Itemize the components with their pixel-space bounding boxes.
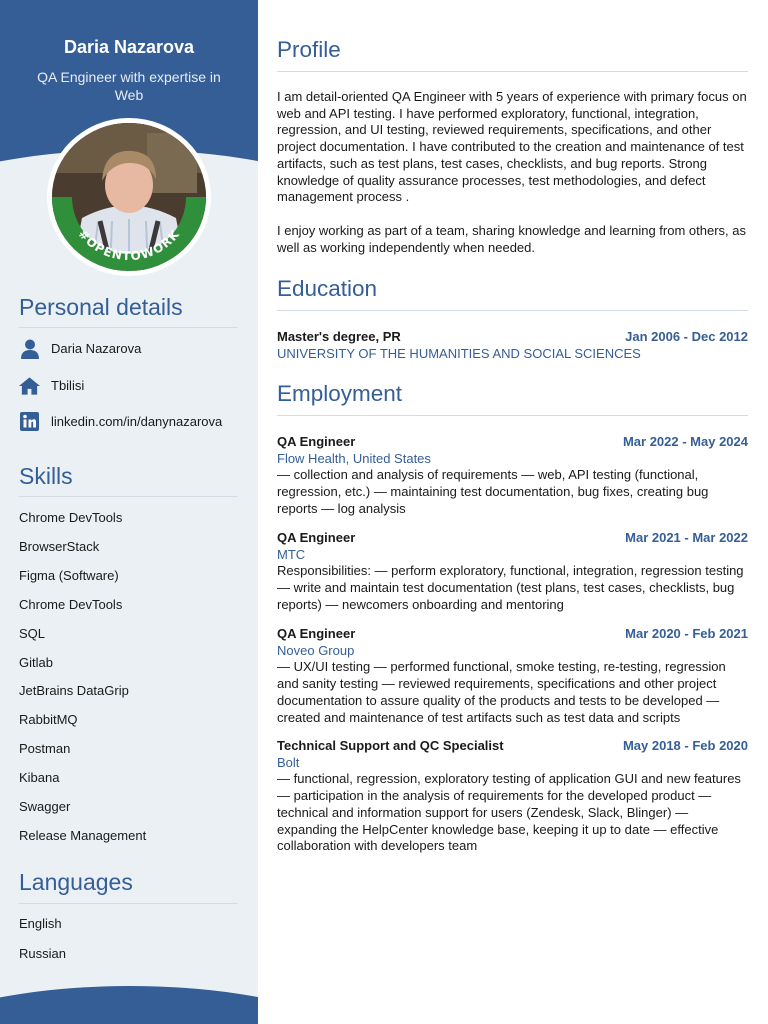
languages-title: Languages — [19, 869, 133, 895]
job-dates: May 2018 - Feb 2020 — [622, 738, 748, 753]
divider — [277, 310, 748, 311]
detail-name-text: Daria Nazarova — [51, 341, 142, 356]
job-description: — UX/UI testing — performed functional, smoke testing, re-testing, regression and sanity testing — reviewed requirements, specifications and other project documentation to assure quality of the products and tests to be developed — created and maintenance of test artifacts such as test data and scripts — [277, 659, 726, 725]
job-description: — functional, regression, exploratory testing of application GUI and new features — participation in the analysis of requirements for the developed product — technical and information support for users (Zendesk, Slack, Blinger) — expanding the HelpCenter knowledge base, keeping it up to date — effective collaboration with developers team — [277, 771, 741, 854]
avatar — [47, 118, 211, 276]
sidebar-footer-curve — [0, 986, 258, 1024]
job-description: — collection and analysis of requirements — web, API testing (functional, regression, etc.) — maintaining test documentation, bug fixes, creating bug reports — log analysis — [277, 467, 709, 516]
divider — [19, 327, 238, 328]
divider — [277, 71, 748, 72]
skill-item: Figma (Software) — [19, 568, 119, 583]
education-dates: Jan 2006 - Dec 2012 — [625, 329, 748, 344]
profile-paragraph: I am detail-oriented QA Engineer with 5 years of experience with primary focus on web and API testing. I have performed exploratory, functional, integration, regression, and UI testing, reviewed requirements, specifications, and other project documentation. I have contributed to the creation and maintenance of test artifacts, such as test plans, test cases, checklists, and bug reports. Strong knowledge of quality assurance processes, test methodologies, and defect management process . — [277, 89, 747, 205]
profile-title: Profile — [277, 37, 341, 62]
job-role: QA Engineer — [277, 434, 356, 449]
divider — [19, 496, 238, 497]
detail-linkedin[interactable] — [19, 411, 222, 432]
job-dates: Mar 2020 - Feb 2021 — [625, 626, 748, 641]
employment-entry — [277, 434, 748, 518]
employment-entry — [277, 738, 748, 855]
skill-item: SQL — [19, 626, 46, 641]
degree: Master's degree, PR — [277, 329, 401, 344]
divider — [277, 415, 748, 416]
job-dates: Mar 2022 - May 2024 — [622, 434, 748, 449]
language-item: Russian — [19, 946, 66, 961]
company: MTC — [277, 546, 306, 562]
sidebar — [0, 0, 258, 1024]
profile-photo — [52, 123, 206, 271]
skill-item: JetBrains DataGrip — [19, 683, 129, 698]
job-role: Technical Support and QC Specialist — [277, 738, 504, 753]
education-title: Education — [277, 276, 378, 301]
skill-item: Postman — [19, 741, 71, 756]
school: UNIVERSITY OF THE HUMANITIES AND SOCIAL SCIENCES — [277, 345, 641, 361]
skill-item: Chrome DevTools — [19, 510, 123, 525]
company: Noveo Group — [277, 642, 355, 658]
skill-item: Gitlab — [19, 655, 53, 670]
job-role: QA Engineer — [277, 530, 356, 545]
employment-title: Employment — [277, 381, 403, 406]
language-item: English — [19, 916, 62, 931]
detail-location-text: Tbilisi — [51, 378, 85, 393]
employment-entry — [277, 530, 748, 614]
company: Bolt — [277, 754, 300, 770]
main-content — [277, 0, 748, 1024]
education-entry — [277, 329, 748, 362]
candidate-name: Daria Nazarova — [63, 37, 195, 57]
divider — [19, 903, 238, 904]
opentowork-badge-text: #OPENTOWORK — [75, 226, 183, 264]
person-icon — [19, 338, 40, 359]
employment-entry — [277, 626, 748, 726]
linkedin-link[interactable]: linkedin.com/in/danynazarova — [51, 414, 223, 429]
personal-details-title: Personal details — [19, 294, 183, 320]
candidate-tagline: QA Engineer with expertise in Web — [37, 69, 221, 103]
skill-item: RabbitMQ — [19, 712, 78, 727]
job-dates: Mar 2021 - Mar 2022 — [625, 530, 748, 545]
skill-item: Kibana — [19, 770, 60, 785]
job-description: Responsibilities: — perform exploratory, functional, integration, regression testing — write and maintain test documentation (test plans, test cases, checklists, bug reports) — newcomers onboarding and mentoring — [277, 563, 744, 612]
company: Flow Health, United States — [277, 450, 431, 466]
skill-item: BrowserStack — [19, 539, 100, 554]
job-role: QA Engineer — [277, 626, 356, 641]
skill-item: Release Management — [19, 828, 147, 843]
skills-title: Skills — [19, 463, 73, 489]
skill-item: Chrome DevTools — [19, 597, 123, 612]
linkedin-icon — [19, 411, 40, 432]
home-icon — [19, 375, 40, 396]
profile-paragraph: I enjoy working as part of a team, sharing knowledge and learning from others, as well as working independently when needed. — [277, 223, 746, 255]
detail-name — [19, 338, 141, 359]
detail-location — [19, 375, 84, 396]
skill-item: Swagger — [19, 799, 71, 814]
